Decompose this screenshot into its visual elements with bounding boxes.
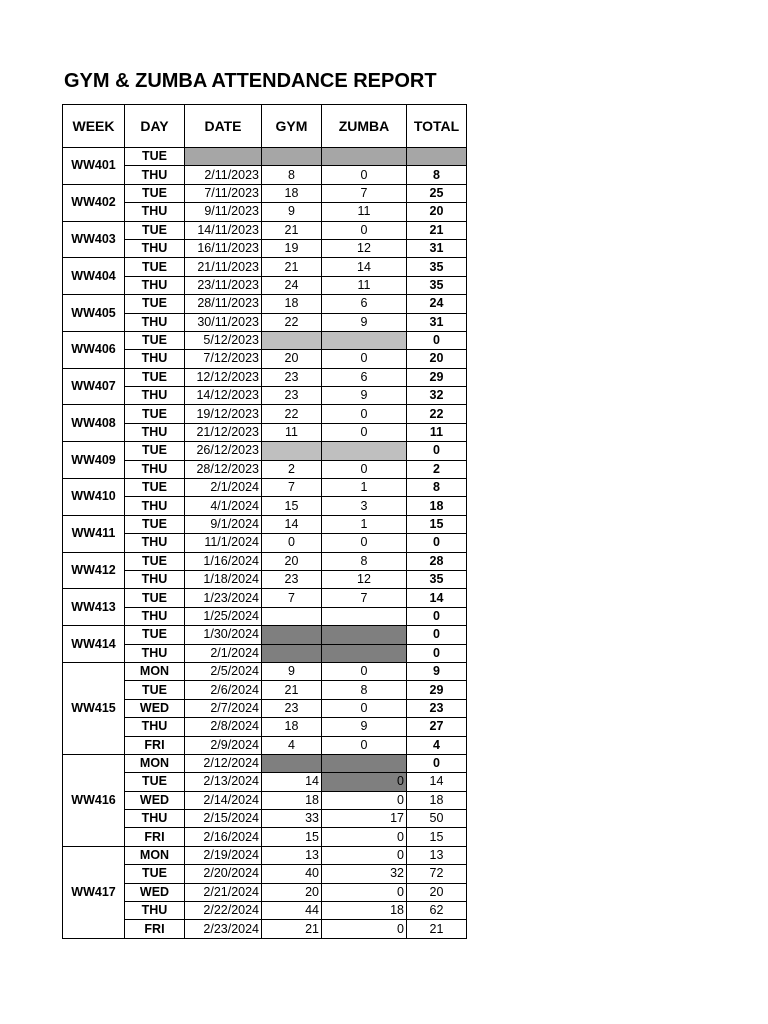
gym-cell bbox=[262, 607, 322, 625]
day-cell: THU bbox=[125, 166, 185, 184]
day-cell: TUE bbox=[125, 515, 185, 533]
zumba-cell: 3 bbox=[322, 497, 407, 515]
total-cell: 14 bbox=[407, 773, 467, 791]
gym-cell bbox=[262, 754, 322, 772]
day-cell: THU bbox=[125, 460, 185, 478]
total-cell: 15 bbox=[407, 828, 467, 846]
week-cell: WW410 bbox=[63, 479, 125, 516]
total-cell: 72 bbox=[407, 865, 467, 883]
gym-cell: 11 bbox=[262, 423, 322, 441]
gym-cell: 9 bbox=[262, 662, 322, 680]
date-cell: 16/11/2023 bbox=[185, 239, 262, 257]
date-cell: 26/12/2023 bbox=[185, 442, 262, 460]
zumba-cell: 0 bbox=[322, 423, 407, 441]
total-cell: 25 bbox=[407, 184, 467, 202]
total-cell: 0 bbox=[407, 607, 467, 625]
week-cell: WW411 bbox=[63, 515, 125, 552]
date-cell: 2/19/2024 bbox=[185, 846, 262, 864]
day-cell: TUE bbox=[125, 405, 185, 423]
gym-cell: 14 bbox=[262, 515, 322, 533]
table-row bbox=[63, 405, 467, 423]
zumba-cell: 7 bbox=[322, 184, 407, 202]
day-cell: MON bbox=[125, 662, 185, 680]
gym-cell: 14 bbox=[262, 773, 322, 791]
day-cell: TUE bbox=[125, 184, 185, 202]
gym-cell: 22 bbox=[262, 405, 322, 423]
zumba-cell: 12 bbox=[322, 570, 407, 588]
zumba-cell: 0 bbox=[322, 846, 407, 864]
week-cell: WW403 bbox=[63, 221, 125, 258]
day-cell: THU bbox=[125, 239, 185, 257]
table-row bbox=[63, 662, 467, 680]
week-cell: WW404 bbox=[63, 258, 125, 295]
zumba-cell: 11 bbox=[322, 203, 407, 221]
week-cell: WW414 bbox=[63, 626, 125, 663]
day-cell: THU bbox=[125, 276, 185, 294]
zumba-cell: 0 bbox=[322, 405, 407, 423]
table-row bbox=[63, 754, 467, 772]
gym-cell: 9 bbox=[262, 203, 322, 221]
date-cell: 28/11/2023 bbox=[185, 295, 262, 313]
total-cell: 0 bbox=[407, 331, 467, 349]
day-cell: WED bbox=[125, 791, 185, 809]
date-cell: 7/12/2023 bbox=[185, 350, 262, 368]
zumba-cell bbox=[322, 148, 407, 166]
week-cell: WW408 bbox=[63, 405, 125, 442]
date-cell: 5/12/2023 bbox=[185, 331, 262, 349]
zumba-cell bbox=[322, 644, 407, 662]
week-cell: WW401 bbox=[63, 148, 125, 185]
day-cell: THU bbox=[125, 570, 185, 588]
zumba-cell: 9 bbox=[322, 313, 407, 331]
week-cell: WW402 bbox=[63, 184, 125, 221]
week-cell: WW413 bbox=[63, 589, 125, 626]
day-cell: TUE bbox=[125, 331, 185, 349]
zumba-cell: 14 bbox=[322, 258, 407, 276]
table-row bbox=[63, 552, 467, 570]
week-cell: WW417 bbox=[63, 846, 125, 938]
total-cell: 4 bbox=[407, 736, 467, 754]
gym-cell: 21 bbox=[262, 920, 322, 938]
total-cell: 32 bbox=[407, 387, 467, 405]
date-cell: 2/7/2024 bbox=[185, 699, 262, 717]
gym-cell: 7 bbox=[262, 479, 322, 497]
zumba-cell: 18 bbox=[322, 902, 407, 920]
day-cell: TUE bbox=[125, 221, 185, 239]
total-cell: 8 bbox=[407, 166, 467, 184]
zumba-cell: 0 bbox=[322, 773, 407, 791]
date-cell: 9/11/2023 bbox=[185, 203, 262, 221]
report-title: GYM & ZUMBA ATTENDANCE REPORT bbox=[64, 70, 437, 92]
day-cell: MON bbox=[125, 754, 185, 772]
day-cell: TUE bbox=[125, 258, 185, 276]
table-row bbox=[63, 626, 467, 644]
table-row bbox=[63, 442, 467, 460]
day-cell: THU bbox=[125, 497, 185, 515]
gym-cell: 23 bbox=[262, 387, 322, 405]
date-cell: 2/21/2024 bbox=[185, 883, 262, 901]
gym-cell: 20 bbox=[262, 552, 322, 570]
total-cell: 35 bbox=[407, 570, 467, 588]
zumba-cell: 0 bbox=[322, 883, 407, 901]
week-cell: WW416 bbox=[63, 754, 125, 846]
total-cell: 23 bbox=[407, 699, 467, 717]
total-cell: 28 bbox=[407, 552, 467, 570]
date-cell: 2/8/2024 bbox=[185, 718, 262, 736]
table-row bbox=[63, 184, 467, 202]
day-cell: THU bbox=[125, 387, 185, 405]
table-row bbox=[63, 148, 467, 166]
table-row bbox=[63, 368, 467, 386]
attendance-table bbox=[62, 104, 467, 939]
total-cell: 11 bbox=[407, 423, 467, 441]
zumba-cell bbox=[322, 626, 407, 644]
table-row bbox=[63, 295, 467, 313]
day-cell: TUE bbox=[125, 865, 185, 883]
gym-cell: 18 bbox=[262, 718, 322, 736]
gym-cell: 2 bbox=[262, 460, 322, 478]
total-cell: 29 bbox=[407, 368, 467, 386]
gym-cell: 33 bbox=[262, 810, 322, 828]
table-row bbox=[63, 589, 467, 607]
week-cell: WW409 bbox=[63, 442, 125, 479]
zumba-cell: 0 bbox=[322, 534, 407, 552]
zumba-cell: 0 bbox=[322, 166, 407, 184]
day-cell: TUE bbox=[125, 148, 185, 166]
date-cell: 14/12/2023 bbox=[185, 387, 262, 405]
date-cell: 14/11/2023 bbox=[185, 221, 262, 239]
total-cell: 29 bbox=[407, 681, 467, 699]
total-cell: 35 bbox=[407, 258, 467, 276]
gym-cell: 21 bbox=[262, 681, 322, 699]
date-cell: 2/22/2024 bbox=[185, 902, 262, 920]
zumba-cell: 6 bbox=[322, 368, 407, 386]
gym-cell: 15 bbox=[262, 497, 322, 515]
date-cell: 21/12/2023 bbox=[185, 423, 262, 441]
table-row bbox=[63, 258, 467, 276]
gym-cell: 20 bbox=[262, 883, 322, 901]
date-cell: 2/11/2023 bbox=[185, 166, 262, 184]
date-cell: 9/1/2024 bbox=[185, 515, 262, 533]
gym-cell bbox=[262, 626, 322, 644]
gym-cell: 23 bbox=[262, 699, 322, 717]
zumba-cell: 12 bbox=[322, 239, 407, 257]
table-row bbox=[63, 479, 467, 497]
day-cell: FRI bbox=[125, 920, 185, 938]
gym-cell: 18 bbox=[262, 184, 322, 202]
date-cell: 2/6/2024 bbox=[185, 681, 262, 699]
week-cell: WW406 bbox=[63, 331, 125, 368]
gym-cell: 22 bbox=[262, 313, 322, 331]
header-week: WEEK bbox=[63, 105, 125, 148]
date-cell: 7/11/2023 bbox=[185, 184, 262, 202]
day-cell: TUE bbox=[125, 589, 185, 607]
zumba-cell: 9 bbox=[322, 387, 407, 405]
header-total: TOTAL bbox=[407, 105, 467, 148]
zumba-cell: 32 bbox=[322, 865, 407, 883]
date-cell: 19/12/2023 bbox=[185, 405, 262, 423]
gym-cell: 4 bbox=[262, 736, 322, 754]
date-cell: 2/14/2024 bbox=[185, 791, 262, 809]
day-cell: THU bbox=[125, 350, 185, 368]
total-cell: 20 bbox=[407, 350, 467, 368]
zumba-cell bbox=[322, 754, 407, 772]
gym-cell: 44 bbox=[262, 902, 322, 920]
day-cell: THU bbox=[125, 718, 185, 736]
day-cell: TUE bbox=[125, 368, 185, 386]
zumba-cell: 7 bbox=[322, 589, 407, 607]
table-row bbox=[63, 221, 467, 239]
total-cell: 62 bbox=[407, 902, 467, 920]
zumba-cell: 17 bbox=[322, 810, 407, 828]
zumba-cell: 1 bbox=[322, 479, 407, 497]
gym-cell: 8 bbox=[262, 166, 322, 184]
date-cell: 11/1/2024 bbox=[185, 534, 262, 552]
date-cell: 1/25/2024 bbox=[185, 607, 262, 625]
zumba-cell bbox=[322, 331, 407, 349]
header-row bbox=[63, 105, 467, 148]
day-cell: TUE bbox=[125, 479, 185, 497]
date-cell: 2/5/2024 bbox=[185, 662, 262, 680]
total-cell: 21 bbox=[407, 920, 467, 938]
date-cell: 1/18/2024 bbox=[185, 570, 262, 588]
total-cell: 13 bbox=[407, 846, 467, 864]
zumba-cell: 0 bbox=[322, 736, 407, 754]
day-cell: FRI bbox=[125, 828, 185, 846]
zumba-cell: 8 bbox=[322, 552, 407, 570]
zumba-cell bbox=[322, 442, 407, 460]
date-cell: 12/12/2023 bbox=[185, 368, 262, 386]
week-cell: WW407 bbox=[63, 368, 125, 405]
day-cell: FRI bbox=[125, 736, 185, 754]
total-cell: 0 bbox=[407, 534, 467, 552]
day-cell: THU bbox=[125, 607, 185, 625]
date-cell: 2/15/2024 bbox=[185, 810, 262, 828]
date-cell: 21/11/2023 bbox=[185, 258, 262, 276]
day-cell: THU bbox=[125, 203, 185, 221]
total-cell: 20 bbox=[407, 203, 467, 221]
date-cell: 2/23/2024 bbox=[185, 920, 262, 938]
total-cell: 0 bbox=[407, 754, 467, 772]
day-cell: TUE bbox=[125, 626, 185, 644]
total-cell: 0 bbox=[407, 644, 467, 662]
zumba-cell bbox=[322, 607, 407, 625]
date-cell: 1/16/2024 bbox=[185, 552, 262, 570]
gym-cell: 23 bbox=[262, 368, 322, 386]
gym-cell: 20 bbox=[262, 350, 322, 368]
day-cell: TUE bbox=[125, 552, 185, 570]
day-cell: THU bbox=[125, 902, 185, 920]
week-cell: WW412 bbox=[63, 552, 125, 589]
header-zumba: ZUMBA bbox=[322, 105, 407, 148]
gym-cell: 18 bbox=[262, 295, 322, 313]
day-cell: THU bbox=[125, 810, 185, 828]
gym-cell: 23 bbox=[262, 570, 322, 588]
gym-cell: 15 bbox=[262, 828, 322, 846]
zumba-cell: 8 bbox=[322, 681, 407, 699]
zumba-cell: 9 bbox=[322, 718, 407, 736]
gym-cell: 18 bbox=[262, 791, 322, 809]
total-cell: 35 bbox=[407, 276, 467, 294]
zumba-cell: 0 bbox=[322, 460, 407, 478]
date-cell: 1/30/2024 bbox=[185, 626, 262, 644]
total-cell: 18 bbox=[407, 497, 467, 515]
day-cell: TUE bbox=[125, 295, 185, 313]
total-cell: 0 bbox=[407, 442, 467, 460]
zumba-cell: 0 bbox=[322, 791, 407, 809]
date-cell: 30/11/2023 bbox=[185, 313, 262, 331]
zumba-cell: 0 bbox=[322, 662, 407, 680]
total-cell: 24 bbox=[407, 295, 467, 313]
total-cell: 21 bbox=[407, 221, 467, 239]
gym-cell bbox=[262, 644, 322, 662]
week-cell: WW405 bbox=[63, 295, 125, 332]
day-cell: TUE bbox=[125, 681, 185, 699]
day-cell: THU bbox=[125, 534, 185, 552]
table-row bbox=[63, 515, 467, 533]
day-cell: WED bbox=[125, 699, 185, 717]
date-cell: 2/1/2024 bbox=[185, 479, 262, 497]
total-cell: 50 bbox=[407, 810, 467, 828]
zumba-cell: 0 bbox=[322, 699, 407, 717]
total-cell: 18 bbox=[407, 791, 467, 809]
date-cell: 2/1/2024 bbox=[185, 644, 262, 662]
day-cell: WED bbox=[125, 883, 185, 901]
gym-cell: 19 bbox=[262, 239, 322, 257]
total-cell: 15 bbox=[407, 515, 467, 533]
date-cell: 4/1/2024 bbox=[185, 497, 262, 515]
gym-cell: 24 bbox=[262, 276, 322, 294]
zumba-cell: 0 bbox=[322, 221, 407, 239]
total-cell: 31 bbox=[407, 239, 467, 257]
total-cell: 0 bbox=[407, 626, 467, 644]
total-cell: 8 bbox=[407, 479, 467, 497]
day-cell: THU bbox=[125, 644, 185, 662]
date-cell: 1/23/2024 bbox=[185, 589, 262, 607]
day-cell: TUE bbox=[125, 773, 185, 791]
zumba-cell: 1 bbox=[322, 515, 407, 533]
day-cell: THU bbox=[125, 423, 185, 441]
day-cell: MON bbox=[125, 846, 185, 864]
date-cell: 28/12/2023 bbox=[185, 460, 262, 478]
total-cell: 2 bbox=[407, 460, 467, 478]
date-cell: 2/20/2024 bbox=[185, 865, 262, 883]
zumba-cell: 0 bbox=[322, 350, 407, 368]
gym-cell bbox=[262, 442, 322, 460]
day-cell: TUE bbox=[125, 442, 185, 460]
week-cell: WW415 bbox=[63, 662, 125, 754]
total-cell bbox=[407, 148, 467, 166]
date-cell: 23/11/2023 bbox=[185, 276, 262, 294]
gym-cell bbox=[262, 331, 322, 349]
table-row bbox=[63, 846, 467, 864]
gym-cell: 13 bbox=[262, 846, 322, 864]
zumba-cell: 6 bbox=[322, 295, 407, 313]
day-cell: THU bbox=[125, 313, 185, 331]
gym-cell bbox=[262, 148, 322, 166]
gym-cell: 0 bbox=[262, 534, 322, 552]
zumba-cell: 0 bbox=[322, 920, 407, 938]
zumba-cell: 0 bbox=[322, 828, 407, 846]
total-cell: 14 bbox=[407, 589, 467, 607]
gym-cell: 7 bbox=[262, 589, 322, 607]
gym-cell: 40 bbox=[262, 865, 322, 883]
table-row bbox=[63, 331, 467, 349]
header-date: DATE bbox=[185, 105, 262, 148]
gym-cell: 21 bbox=[262, 258, 322, 276]
gym-cell: 21 bbox=[262, 221, 322, 239]
header-day: DAY bbox=[125, 105, 185, 148]
date-cell: 2/16/2024 bbox=[185, 828, 262, 846]
date-cell: 2/12/2024 bbox=[185, 754, 262, 772]
total-cell: 27 bbox=[407, 718, 467, 736]
date-cell: 2/9/2024 bbox=[185, 736, 262, 754]
date-cell bbox=[185, 148, 262, 166]
zumba-cell: 11 bbox=[322, 276, 407, 294]
total-cell: 20 bbox=[407, 883, 467, 901]
header-gym: GYM bbox=[262, 105, 322, 148]
total-cell: 9 bbox=[407, 662, 467, 680]
total-cell: 22 bbox=[407, 405, 467, 423]
date-cell: 2/13/2024 bbox=[185, 773, 262, 791]
total-cell: 31 bbox=[407, 313, 467, 331]
